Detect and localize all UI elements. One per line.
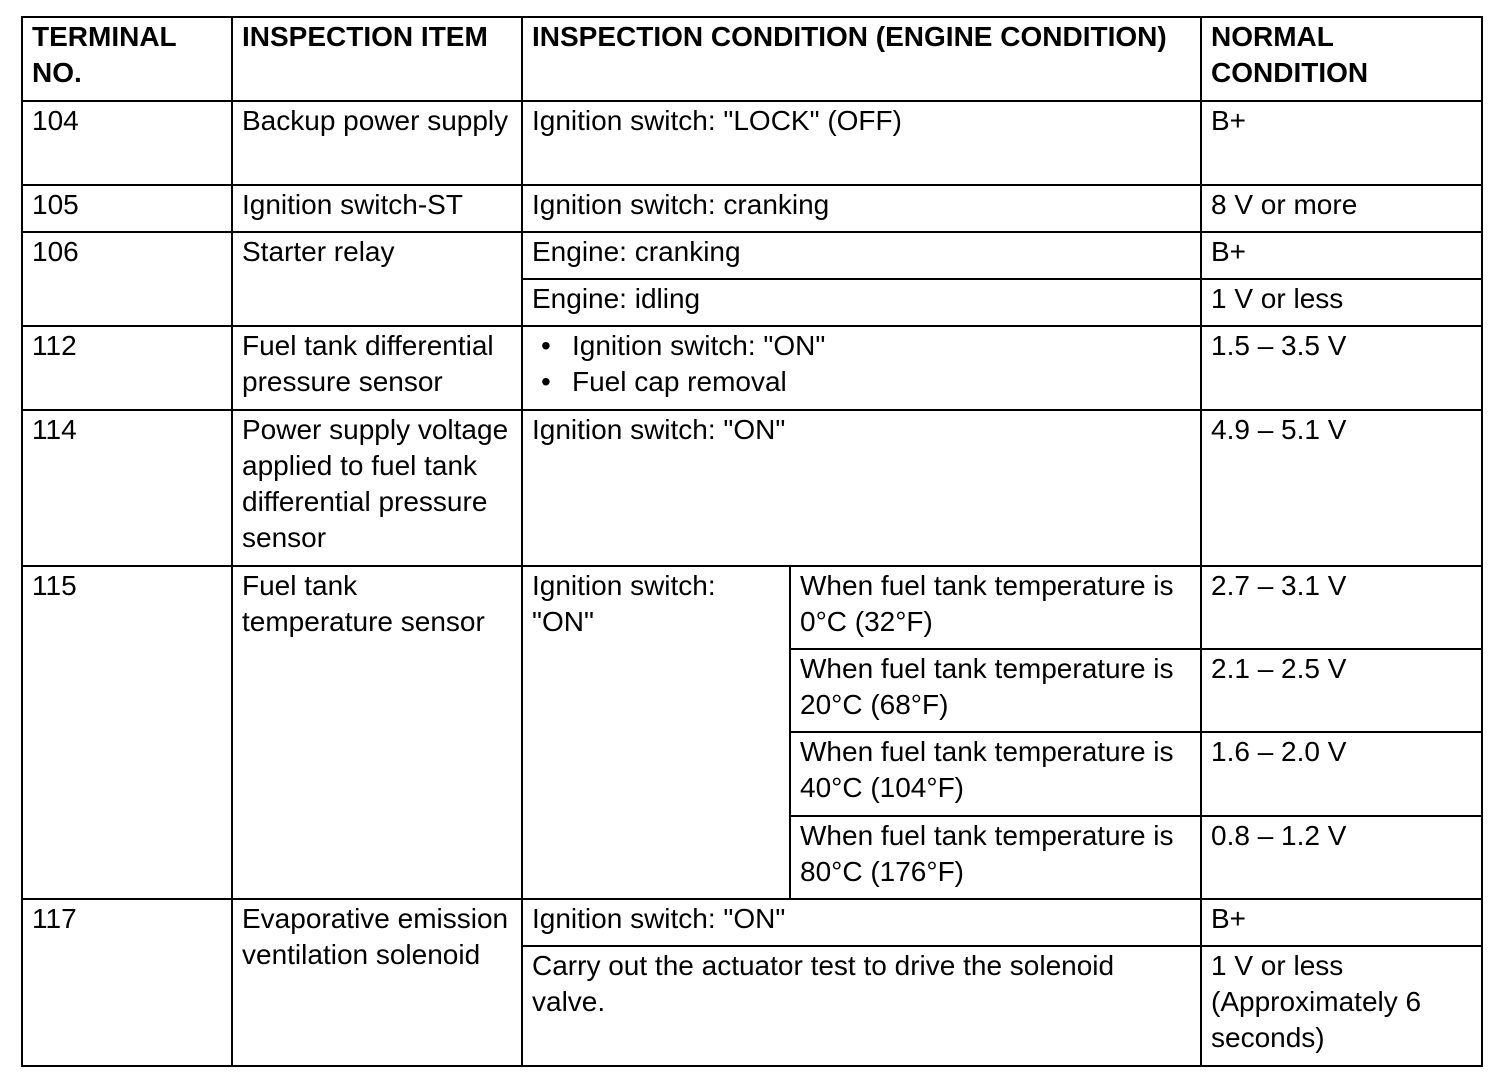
- header-terminal-no: TERMINAL NO.: [22, 17, 232, 101]
- inspection-condition-cell: [522, 326, 1201, 410]
- bullet-item: • Ignition switch: "ON": [532, 328, 1191, 364]
- inspection-condition-cell: Ignition switch: "ON": [522, 566, 790, 899]
- normal-condition-cell: 1.5 – 3.5 V: [1201, 326, 1482, 410]
- normal-condition-cell: 4.9 – 5.1 V: [1201, 410, 1482, 566]
- terminal-cell: 106: [22, 232, 232, 326]
- normal-condition-cell: 1 V or less (Approximately 6 seconds): [1201, 946, 1482, 1066]
- terminal-cell: 105: [22, 185, 232, 232]
- inspection-condition-cell: Carry out the actuator test to drive the solenoid valve.: [522, 946, 1201, 1066]
- inspection-condition-cell: Ignition switch: "LOCK" (OFF): [522, 101, 1201, 185]
- inspection-item-cell: Fuel tank temperature sensor: [232, 566, 522, 899]
- inspection-condition-cell: Ignition switch: cranking: [522, 185, 1201, 232]
- inspection-condition-cell: Engine: idling: [522, 279, 1201, 326]
- normal-condition-cell: 1.6 – 2.0 V: [1201, 732, 1482, 816]
- normal-condition-cell: B+: [1201, 232, 1482, 279]
- header-normal-condition: NORMAL CONDITION: [1201, 17, 1482, 101]
- header-inspection-condition: INSPECTION CONDITION (ENGINE CONDITION): [522, 17, 1201, 101]
- header-inspection-item: INSPECTION ITEM: [232, 17, 522, 101]
- inspection-item-cell: Power supply voltage applied to fuel tank differential pressure sensor: [232, 410, 522, 566]
- inspection-item-cell: Backup power supply: [232, 101, 522, 185]
- bullet-item: • Fuel cap removal: [532, 364, 1191, 400]
- terminal-cell: 104: [22, 101, 232, 185]
- temperature-condition-cell: When fuel tank temperature is 0°C (32°F): [790, 566, 1201, 649]
- inspection-item-cell: Starter relay: [232, 232, 522, 326]
- normal-condition-cell: 2.7 – 3.1 V: [1201, 566, 1482, 649]
- bullet-list: [532, 328, 1191, 400]
- table-row: [22, 326, 1482, 410]
- inspection-condition-cell: Ignition switch: "ON": [522, 899, 1201, 946]
- temperature-condition-cell: When fuel tank temperature is 80°C (176°F): [790, 816, 1201, 899]
- temperature-condition-cell: When fuel tank temperature is 20°C (68°F): [790, 649, 1201, 732]
- terminal-cell: 114: [22, 410, 232, 566]
- inspection-item-cell: Ignition switch-ST: [232, 185, 522, 232]
- normal-condition-cell: 1 V or less: [1201, 279, 1482, 326]
- normal-condition-cell: B+: [1201, 899, 1482, 946]
- normal-condition-cell: 0.8 – 1.2 V: [1201, 816, 1482, 899]
- terminal-cell: 112: [22, 326, 232, 410]
- table-row: [22, 101, 1482, 185]
- normal-condition-cell: 2.1 – 2.5 V: [1201, 649, 1482, 732]
- normal-condition-cell: B+: [1201, 101, 1482, 185]
- inspection-table: [21, 16, 1483, 1067]
- table-row: [22, 899, 1482, 946]
- inspection-condition-cell: Engine: cranking: [522, 232, 1201, 279]
- table-row: [22, 566, 1482, 649]
- terminal-cell: 117: [22, 899, 232, 1066]
- temperature-condition-cell: When fuel tank temperature is 40°C (104°F): [790, 732, 1201, 816]
- table-row: [22, 185, 1482, 232]
- inspection-condition-cell: Ignition switch: "ON": [522, 410, 1201, 566]
- header-row: [22, 17, 1482, 101]
- table-row: [22, 232, 1482, 279]
- terminal-cell: 115: [22, 566, 232, 899]
- normal-condition-cell: 8 V or more: [1201, 185, 1482, 232]
- table-row: [22, 410, 1482, 566]
- inspection-item-cell: Evaporative emission ventilation solenoid: [232, 899, 522, 1066]
- inspection-item-cell: Fuel tank differential pressure sensor: [232, 326, 522, 410]
